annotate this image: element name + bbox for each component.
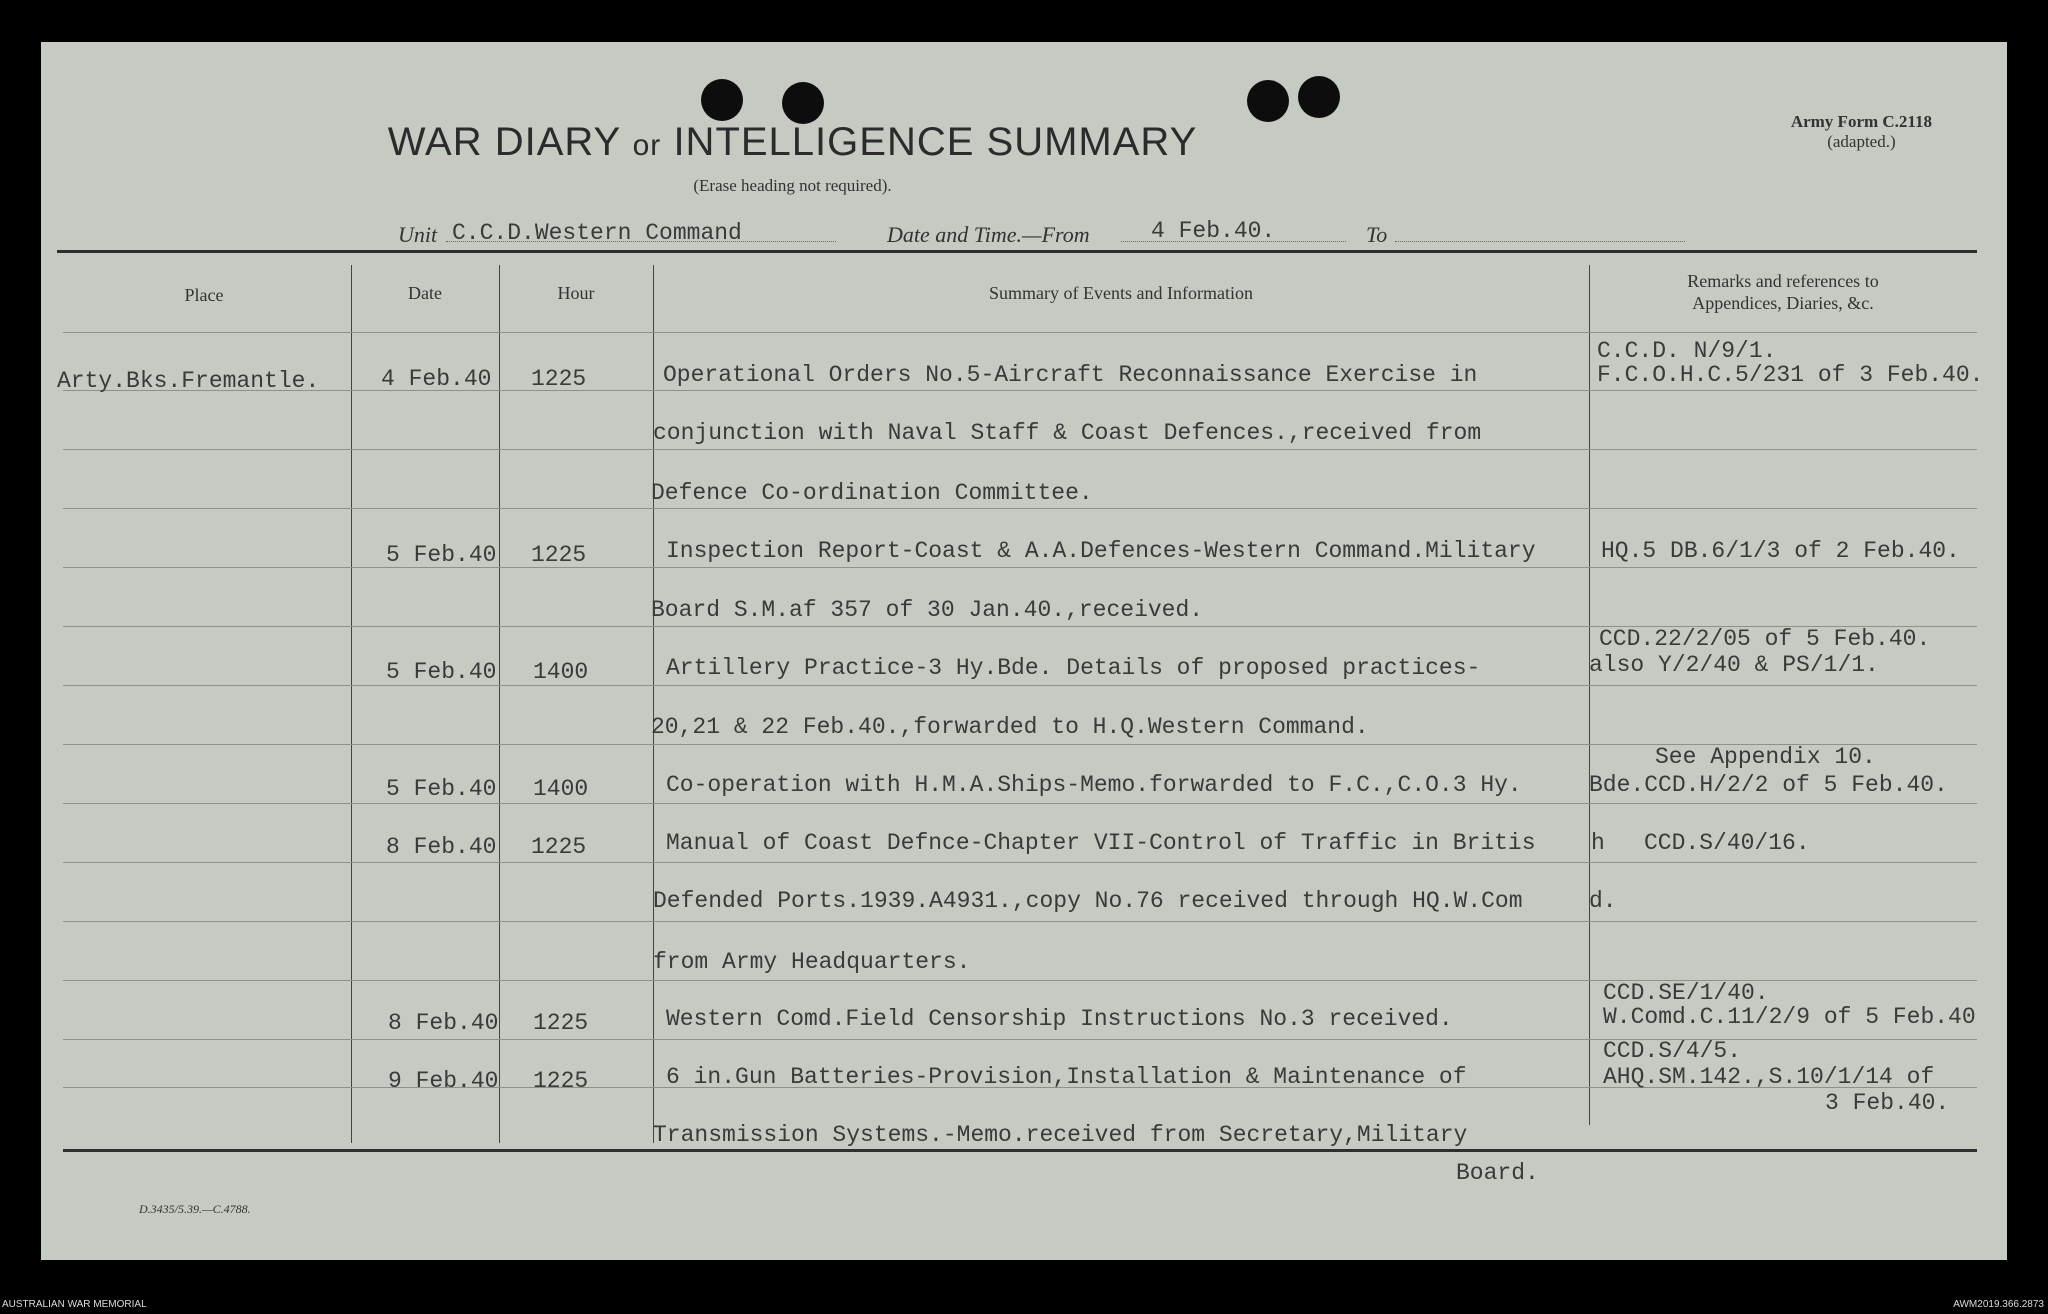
unit-label: Unit — [398, 222, 438, 247]
remarks-line: CCD.22/2/05 of 5 Feb.40. — [1599, 626, 1931, 652]
column-header-remarks — [1589, 270, 1977, 314]
hour-cell: 1225 — [533, 1068, 589, 1094]
punch-hole — [1247, 80, 1289, 122]
remarks-line: CCD.SE/1/40. — [1603, 980, 1769, 1006]
remarks-line: d. — [1589, 888, 1617, 914]
archive-credit: AUSTRALIAN WAR MEMORIAL — [2, 1299, 147, 1310]
remarks-header-line-1: Remarks and references to — [1687, 271, 1879, 291]
summary-line: Board S.M.af 357 of 30 Jan.40.,received. — [651, 597, 1204, 623]
form-number-block — [1791, 112, 1932, 152]
hour-cell: 1400 — [533, 659, 589, 685]
summary-line: Board. — [1456, 1160, 1539, 1186]
remarks-line: CCD.S/4/5. — [1603, 1038, 1742, 1064]
summary-line: Co-operation with H.M.A.Ships-Memo.forwarded to F.C.,C.O.3 Hy. — [666, 772, 1522, 798]
date-cell: 4 Feb.40 — [381, 366, 492, 392]
punch-hole — [1298, 76, 1340, 118]
remarks-line: HQ.5 DB.6/1/3 of 2 Feb.40. — [1601, 538, 1960, 564]
column-header-place: Place — [184, 285, 224, 305]
remarks-line: F.C.O.H.C.5/231 of 3 Feb.40. — [1597, 362, 1984, 388]
remarks-line: See Appendix 10. — [1655, 744, 1876, 770]
summary-line: Defended Ports.1939.A4931.,copy No.76 received through HQ.W.Com — [653, 888, 1523, 914]
date-cell: 8 Feb.40 — [386, 834, 497, 860]
punch-hole — [782, 82, 824, 124]
punch-hole — [701, 79, 743, 121]
title-or: or — [632, 129, 662, 162]
summary-line: 6 in.Gun Batteries-Provision,Installation & Maintenance of — [666, 1064, 1467, 1090]
form-adapted: (adapted.) — [1827, 132, 1896, 151]
date-time-label: Date and Time.—From — [887, 222, 1090, 247]
summary-line: Transmission Systems.-Memo.received from Secretary,Military — [653, 1122, 1468, 1148]
print-code: D.3435/5.39.—C.4788. — [139, 1202, 251, 1216]
title-intelligence-summary: INTELLIGENCE SUMMARY — [673, 120, 1198, 164]
summary-line: conjunction with Naval Staff & Coast Defences.,received from — [653, 420, 1482, 446]
summary-line: Western Comd.Field Censorship Instructions No.3 received. — [666, 1006, 1453, 1032]
hour-cell: 1225 — [531, 542, 587, 568]
date-cell: 5 Feb.40 — [386, 776, 497, 802]
remarks-line: C.C.D. N/9/1. — [1597, 338, 1777, 364]
title-war-diary: WAR DIARY — [387, 120, 621, 164]
form-number: Army Form C.2118 — [1790, 112, 1932, 131]
remarks-line: h — [1591, 830, 1605, 856]
column-header-summary: Summary of Events and Information — [989, 283, 1253, 303]
erase-note: (Erase heading not required). — [693, 176, 892, 195]
summary-line: Inspection Report-Coast & A.A.Defences-Western Command.Military — [666, 538, 1536, 564]
summary-line: Defence Co-ordination Committee. — [651, 480, 1093, 506]
hour-cell: 1225 — [531, 834, 587, 860]
page-title — [41, 120, 1544, 165]
summary-line: Manual of Coast Defnce-Chapter VII-Control of Traffic in Britis — [666, 830, 1536, 856]
hour-cell: 1225 — [531, 366, 587, 392]
hour-cell: 1400 — [533, 776, 589, 802]
remarks-line: CCD.S/40/16. — [1644, 830, 1810, 856]
column-header-date: Date — [408, 283, 442, 303]
place-cell: Arty.Bks.Fremantle. — [57, 368, 320, 394]
date-cell: 5 Feb.40 — [386, 542, 497, 568]
remarks-line: Bde.CCD.H/2/2 of 5 Feb.40. — [1589, 772, 1948, 798]
summary-line: Operational Orders No.5-Aircraft Reconnaissance Exercise in — [663, 362, 1478, 388]
summary-line: 20,21 & 22 Feb.40.,forwarded to H.Q.Western Command. — [651, 714, 1369, 740]
date-from-value: 4 Feb.40. — [1151, 218, 1276, 244]
remarks-line: 3 Feb.40. — [1825, 1090, 1950, 1116]
column-header-hour: Hour — [557, 283, 595, 303]
date-cell: 9 Feb.40 — [388, 1068, 499, 1094]
date-cell: 8 Feb.40 — [388, 1010, 499, 1036]
hour-cell: 1225 — [533, 1010, 589, 1036]
date-cell: 5 Feb.40 — [386, 659, 497, 685]
remarks-header-line-2: Appendices, Diaries, &c. — [1692, 293, 1874, 313]
summary-line: Artillery Practice-3 Hy.Bde. Details of proposed practices- — [666, 655, 1481, 681]
to-label: To — [1366, 222, 1388, 247]
remarks-line: W.Comd.C.11/2/9 of 5 Feb.40 — [1603, 1004, 1976, 1030]
diary-sheet — [41, 42, 2007, 1260]
archive-reference: AWM2019.366.2873 — [1953, 1299, 2044, 1310]
remarks-line: also Y/2/40 & PS/1/1. — [1589, 652, 1879, 678]
remarks-line: AHQ.SM.142.,S.10/1/14 of — [1603, 1064, 1935, 1090]
summary-line: from Army Headquarters. — [653, 949, 971, 975]
unit-value: C.C.D.Western Command — [452, 220, 742, 246]
